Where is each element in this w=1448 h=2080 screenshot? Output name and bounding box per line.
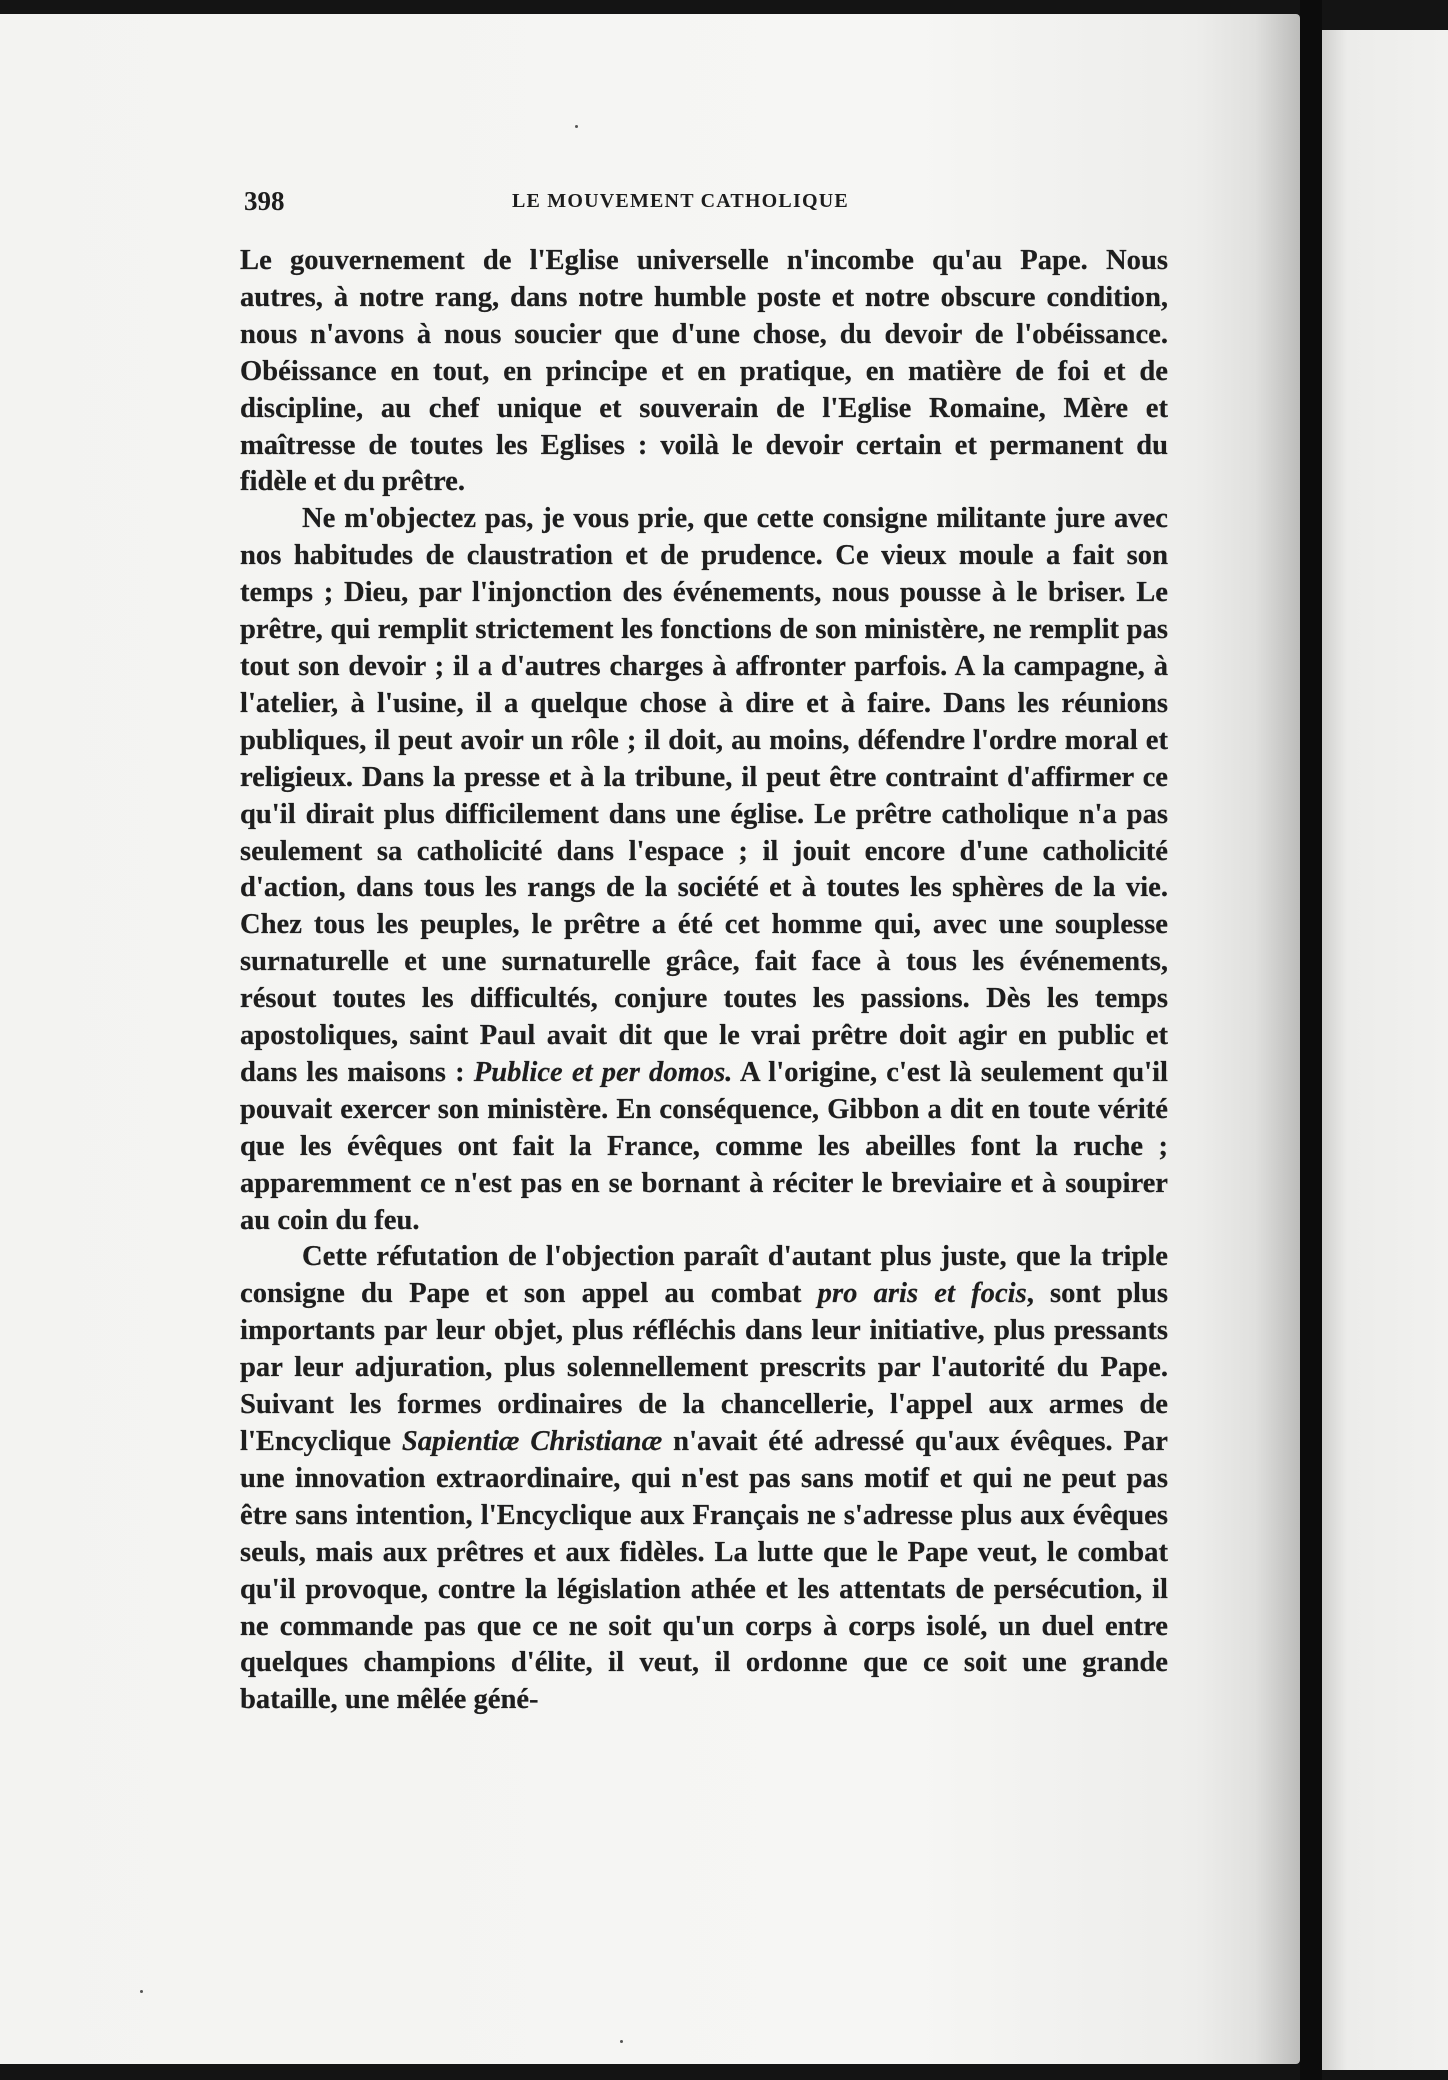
paragraph-text-continued: A l'origine, c'est là seulement qu'il pouvait exercer son ministère. En conséquence, Gibbon a dit en toute vérité que les évêques ont fait la France, comme les abeilles font la ruche ; apparemment ce n'est pas en se bornant à réciter le breviaire et à soupirer au coin du feu. [240, 1056, 1168, 1236]
encyclical-title: Sapientiæ Christianæ [401, 1426, 663, 1457]
page-number: 398 [244, 186, 285, 216]
paragraph-text: Le gouvernement de l'Eglise universelle n'incombe qu'au Pape. Nous autres, à notre rang, dans notre humble poste et notre obscure condition, nous n'avons à nous soucier que d'une chose, du devoir de l'obéissance. Obéissance en tout, en principe et en pratique, en matière de foi et de discipline, au chef unique et souverain de l'Eglise Romaine, Mère et maîtresse de toutes les Eglises : voilà le devoir certain et permanent du fidèle et du prêtre. [240, 245, 1168, 498]
page-curl-shadow [1255, 14, 1300, 2064]
paragraph-1 [240, 243, 1168, 501]
scan-speck [575, 125, 578, 128]
paragraph-text: Cette réfutation de l'objection paraît d'autant plus juste, que la triple consigne du Pape et son appel au combat [240, 1241, 1168, 1310]
facing-page [1322, 30, 1448, 2070]
book-gutter [1300, 0, 1322, 2080]
running-head: LE MOUVEMENT CATHOLIQUE [512, 190, 849, 212]
paragraph-3 [240, 1239, 1168, 1719]
body-text [240, 243, 1168, 1719]
latin-quote: pro aris et focis [817, 1278, 1027, 1310]
scan-speck [140, 1990, 143, 1993]
paragraph-text-continued: , sont plus importants par leur objet, plus réfléchis dans leur initiative, plus pressants par leur adjuration, plus solennellement prescrits par l'autorité du Pape. Suivant les formes ordinaires de la chancellerie, l'appel aux armes de l'Encyclique [240, 1278, 1168, 1457]
latin-quote: Publice et per domos. [473, 1056, 733, 1088]
paragraph-text: Ne m'objectez pas, je vous prie, que cette consigne militante jure avec nos habitudes de claustration et de prudence. Ce vieux moule a fait son temps ; Dieu, par l'injonction des événements, nous pousse à le briser. Le prêtre, qui remplit strictement les fonctions de son ministère, ne remplit pas tout son devoir ; il a d'autres charges à affronter parfois. A la campagne, à l'atelier, à l'usine, il a quelque chose à dire et à faire. Dans les réunions publiques, il peut avoir un rôle ; il doit, au moins, défendre l'ordre moral et religieux. Dans la presse et à la tribune, il peut être contraint d'affirmer ce qu'il dirait plus difficilement dans une église. Le prêtre catholique n'a pas seulement sa catholicité dans l'espace ; il jouit encore d'une catholicité d'action, dans tous les rangs de la société et à toutes les sphères de la vie. Chez tous les peuples, le prêtre a été cet homme qui, avec une souplesse surnaturelle et une surnaturelle grâce, fait face à tous les événements, résout toutes les difficultés, conjure toutes les passions. Dès les temps apostoliques, saint Paul avait dit que le vrai prêtre doit agir en public et dans les maisons : [240, 503, 1168, 1088]
paragraph-text-continued-2: n'avait été adressé qu'aux évêques. Par une innovation extraordinaire, qui n'est pas sans motif et qui ne peut pas être sans intention, l'Encyclique aux Français ne s'adresse plus aux évêques seuls, mais aux prêtres et aux fidèles. La lutte que le Pape veut, le combat qu'il provoque, contre la législation athée et les attentats de persécution, il ne commande pas que ce ne soit qu'un corps à corps isolé, un duel entre quelques champions d'élite, il veut, il ordonne que ce soit une grande bataille, une mêlée géné- [240, 1426, 1168, 1716]
page-header [240, 186, 1170, 220]
paragraph-2 [240, 501, 1168, 1239]
scan-speck [620, 2040, 623, 2043]
